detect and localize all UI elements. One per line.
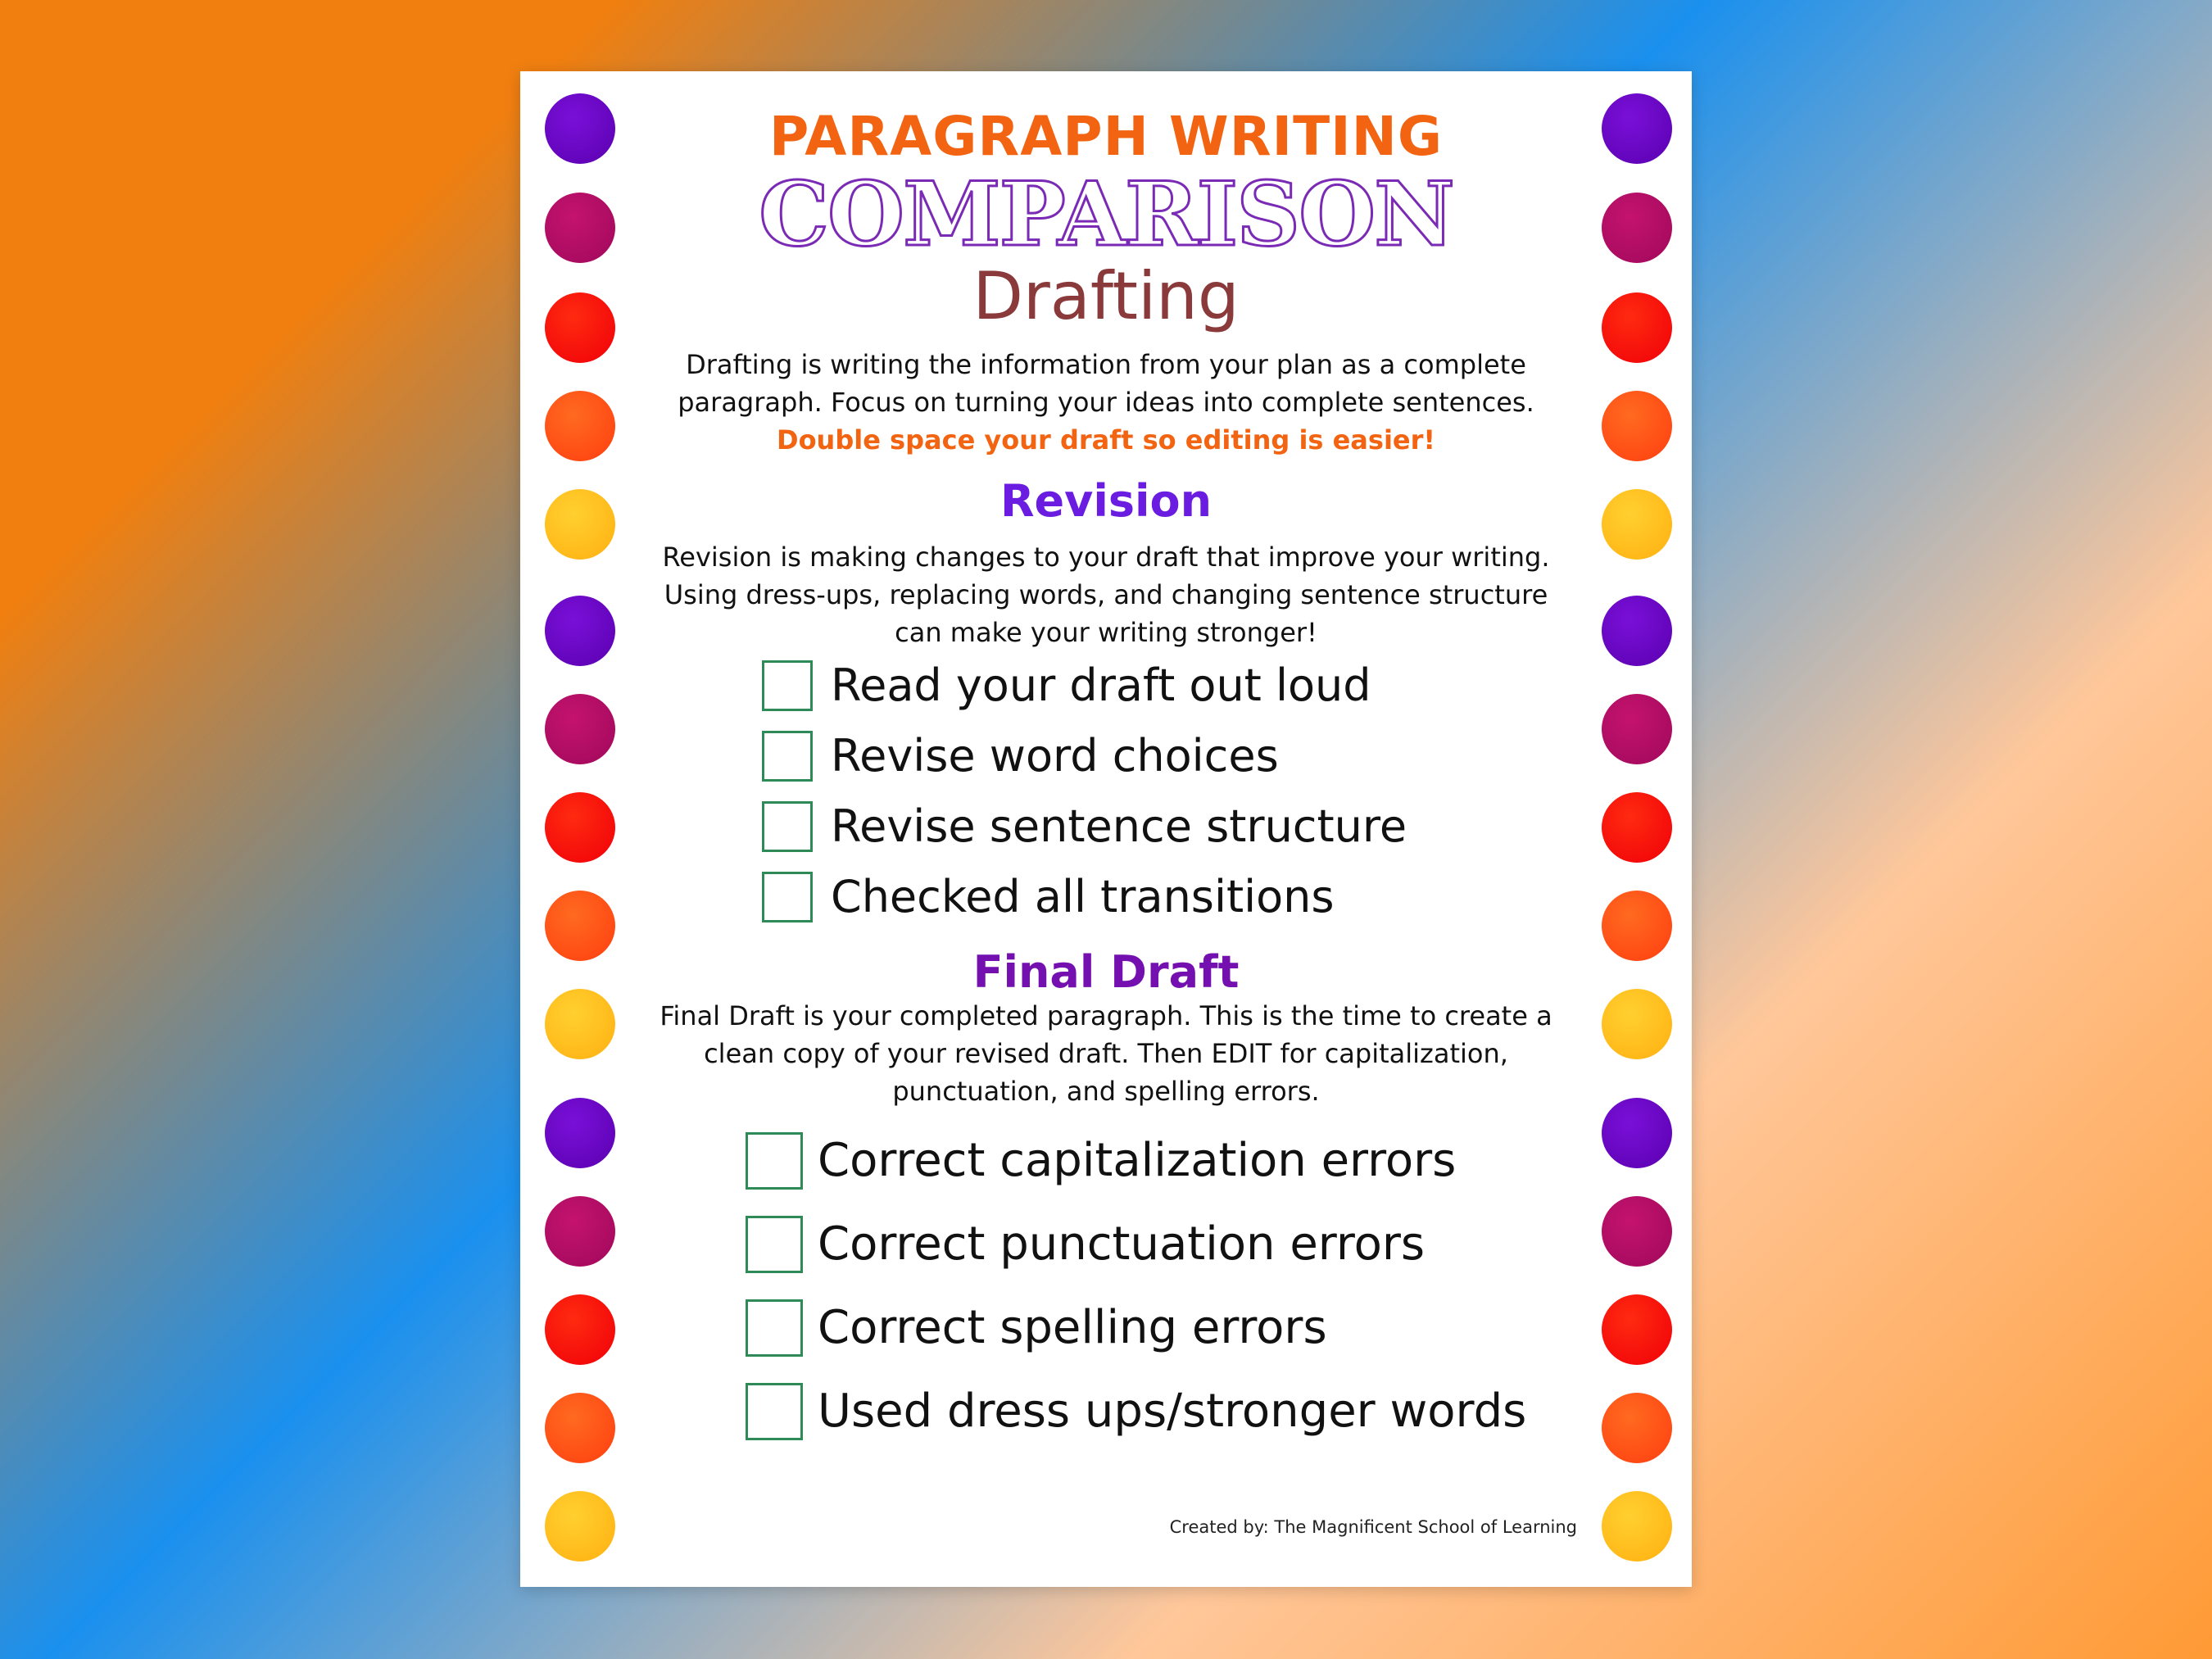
red-dot [1602, 292, 1672, 363]
red-dot [1602, 792, 1672, 863]
checkbox[interactable] [746, 1299, 803, 1357]
magenta-dot [1602, 1196, 1672, 1267]
final-draft-check-item[interactable] [746, 1299, 1327, 1357]
revision-description: Revision is making changes to your draft that improve your writing. Using dress-ups, replacing words, and changing sentence structure can make your writing stronger! [662, 542, 1550, 648]
checkbox-label: Read your draft out loud [831, 660, 1371, 711]
purple-dot [1602, 93, 1672, 164]
magenta-dot [545, 193, 615, 263]
creator-credit: Created by: The Magnificent School of Learning [1169, 1517, 1577, 1537]
checkbox-label: Used dress ups/stronger words [818, 1385, 1527, 1438]
checkbox[interactable] [746, 1132, 803, 1190]
yellow-dot [1602, 1491, 1672, 1562]
checkbox[interactable] [746, 1216, 803, 1273]
yellow-dot [1602, 489, 1672, 560]
purple-dot [1602, 1098, 1672, 1168]
revision-heading: Revision [999, 475, 1213, 527]
checkbox[interactable] [762, 660, 813, 711]
orange-dot [545, 1393, 615, 1463]
magenta-dot [1602, 193, 1672, 263]
revision-check-item[interactable] [762, 800, 1407, 854]
final-draft-check-item[interactable] [746, 1383, 1526, 1440]
yellow-dot [545, 1491, 615, 1562]
yellow-dot [545, 989, 615, 1059]
final-draft-check-item[interactable] [746, 1132, 1456, 1190]
revision-check-item[interactable] [762, 729, 1279, 783]
red-dot [545, 792, 615, 863]
checkbox[interactable] [762, 872, 813, 922]
drafting-text: Drafting is writing the information from your plan as a complete paragraph. Focus on turning your ideas into complete sentences. [678, 349, 1534, 418]
right-dot-border [1602, 71, 1672, 1587]
checkbox-label: Checked all transitions [831, 871, 1335, 922]
checkbox-label: Revise word choices [831, 730, 1279, 782]
checkbox[interactable] [762, 801, 813, 852]
yellow-dot [1602, 989, 1672, 1059]
checkbox-label: Correct capitalization errors [818, 1134, 1457, 1187]
purple-dot [1602, 596, 1672, 666]
orange-dot [545, 891, 615, 961]
magenta-dot [1602, 694, 1672, 764]
purple-dot [545, 93, 615, 164]
red-dot [1602, 1294, 1672, 1365]
orange-dot [545, 391, 615, 461]
orange-dot [1602, 891, 1672, 961]
revision-check-item[interactable] [762, 659, 1371, 713]
final-draft-heading: Final Draft [972, 946, 1240, 998]
revision-check-item[interactable] [762, 870, 1335, 924]
checkbox-label: Correct punctuation errors [818, 1217, 1426, 1271]
magenta-dot [545, 694, 615, 764]
orange-dot [1602, 1393, 1672, 1463]
drafting-heading: Drafting [972, 258, 1240, 334]
left-dot-border [545, 71, 615, 1587]
title-paragraph-writing: PARAGRAPH WRITING [768, 105, 1444, 168]
worksheet-page [520, 71, 1692, 1587]
red-dot [545, 292, 615, 363]
checkbox-label: Correct spelling errors [818, 1301, 1327, 1354]
checkbox-label: Revise sentence structure [831, 800, 1407, 852]
orange-dot [1602, 391, 1672, 461]
drafting-description [660, 346, 1552, 459]
title-comparison: COMPARISON [759, 163, 1453, 266]
magenta-dot [545, 1196, 615, 1267]
yellow-dot [545, 489, 615, 560]
purple-dot [545, 1098, 615, 1168]
purple-dot [545, 596, 615, 666]
final-draft-description: Final Draft is your completed paragraph. This is the time to create a clean copy of your revised draft. Then EDIT for capitalization, punctuation, and spelling errors. [660, 1000, 1552, 1107]
checkbox[interactable] [746, 1383, 803, 1440]
drafting-highlight: Double space your draft so editing is easier! [777, 424, 1435, 456]
red-dot [545, 1294, 615, 1365]
final-draft-check-item[interactable] [746, 1216, 1425, 1273]
checkbox[interactable] [762, 731, 813, 782]
